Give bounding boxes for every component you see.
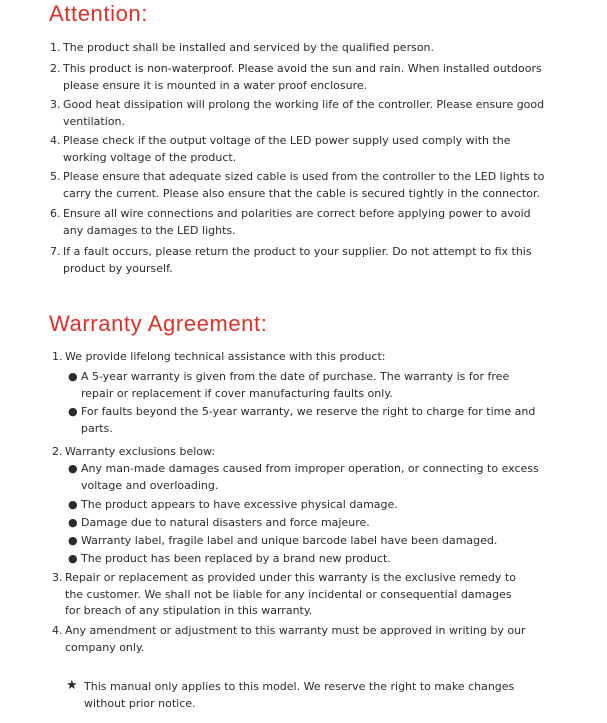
list-item [52, 570, 516, 620]
item-text: for breach of any stipulation in this warranty. [65, 604, 313, 617]
bullet-text: The product has been replaced by a brand new product. [81, 552, 391, 565]
list-item [50, 97, 544, 130]
list-item [50, 169, 544, 202]
bullet-text: A 5-year warranty is given from the date of purchase. The warranty is for free [81, 370, 510, 383]
list-item [52, 444, 215, 461]
bullet-text: For faults beyond the 5-year warranty, we reserve the right to charge for time and [81, 405, 536, 418]
attention-heading: Attention: [49, 1, 148, 26]
item-text: working voltage of the product. [63, 150, 237, 164]
item-text: Please ensure that adequate sized cable is used from the controller to the LED lights to [63, 170, 545, 183]
bullet-icon: ● [68, 534, 78, 547]
list-item [50, 40, 434, 57]
item-text: carry the current. Please also ensure that the cable is secured tightly in the connector. [63, 186, 540, 200]
item-number: 3. [52, 571, 63, 584]
item-number: 2. [52, 445, 63, 458]
item-text: please ensure it is mounted in a water proof enclosure. [63, 78, 368, 92]
item-number: 7. [50, 245, 61, 258]
bullet-icon: ● [68, 552, 78, 565]
list-item [50, 133, 511, 166]
bullet-icon: ● [68, 462, 78, 475]
item-number: 1. [50, 41, 61, 54]
list-item [50, 244, 532, 277]
bullet-item [68, 461, 539, 494]
list-item [50, 61, 542, 94]
bullet-item [68, 497, 398, 514]
bullet-text: voltage and overloading. [81, 478, 219, 492]
item-number: 2. [50, 62, 61, 75]
bullet-text: Any man-made damages caused from improper operation, or connecting to excess [81, 462, 539, 475]
item-text: Good heat dissipation will prolong the working life of the controller. Please ensure good [63, 98, 545, 111]
star-icon: ★ [66, 678, 78, 693]
item-number: 6. [50, 207, 61, 220]
list-item [52, 623, 526, 656]
item-text: the customer. We shall not be liable for any incidental or consequential damages [65, 587, 512, 601]
item-text: ventilation. [63, 114, 125, 128]
item-text: product by yourself. [63, 261, 173, 275]
bullet-item [68, 515, 370, 532]
list-item [52, 349, 386, 366]
item-number: 1. [52, 350, 63, 363]
bullet-icon: ● [68, 405, 78, 418]
bullet-text: The product appears to have excessive physical damage. [81, 498, 398, 511]
bullet-item [68, 404, 535, 437]
item-text: If a fault occurs, please return the product to your supplier. Do not attempt to fix this [63, 245, 532, 258]
item-text: This product is non-waterproof. Please avoid the sun and rain. When installed outdoors [63, 62, 542, 75]
bullet-item [68, 533, 497, 550]
list-item [50, 206, 531, 239]
bullet-text: Damage due to natural disasters and force majeure. [81, 516, 370, 529]
item-number: 5. [50, 170, 61, 183]
item-text: company only. [65, 640, 145, 654]
item-text: The product shall be installed and serviced by the qualified person. [63, 41, 435, 54]
bullet-item [68, 551, 391, 568]
bullet-icon: ● [68, 516, 78, 529]
bullet-icon: ● [68, 370, 78, 383]
item-text: Repair or replacement as provided under this warranty is the exclusive remedy to [65, 571, 516, 584]
disclaimer-note [66, 679, 514, 712]
bullet-icon: ● [68, 498, 78, 511]
warranty-heading: Warranty Agreement: [49, 311, 268, 336]
item-number: 3. [50, 98, 61, 111]
item-text: Any amendment or adjustment to this warranty must be approved in writing by our [65, 624, 526, 637]
item-text: We provide lifelong technical assistance with this product: [65, 350, 386, 363]
note-text: This manual only applies to this model. We reserve the right to make changes [84, 680, 515, 693]
item-text: Please check if the output voltage of the LED power supply used comply with the [63, 134, 511, 147]
note-text: without prior notice. [84, 696, 196, 710]
bullet-text: Warranty label, fragile label and unique barcode label have been damaged. [81, 534, 498, 547]
bullet-text: repair or replacement if cover manufacturing faults only. [81, 386, 393, 400]
item-text: any damages to the LED lights. [63, 223, 236, 237]
bullet-item [68, 369, 509, 402]
item-number: 4. [50, 134, 61, 147]
item-text: Warranty exclusions below: [65, 445, 216, 458]
item-number: 4. [52, 624, 63, 637]
bullet-text: parts. [81, 421, 113, 435]
item-text: Ensure all wire connections and polarities are correct before applying power to avoid [63, 207, 531, 220]
